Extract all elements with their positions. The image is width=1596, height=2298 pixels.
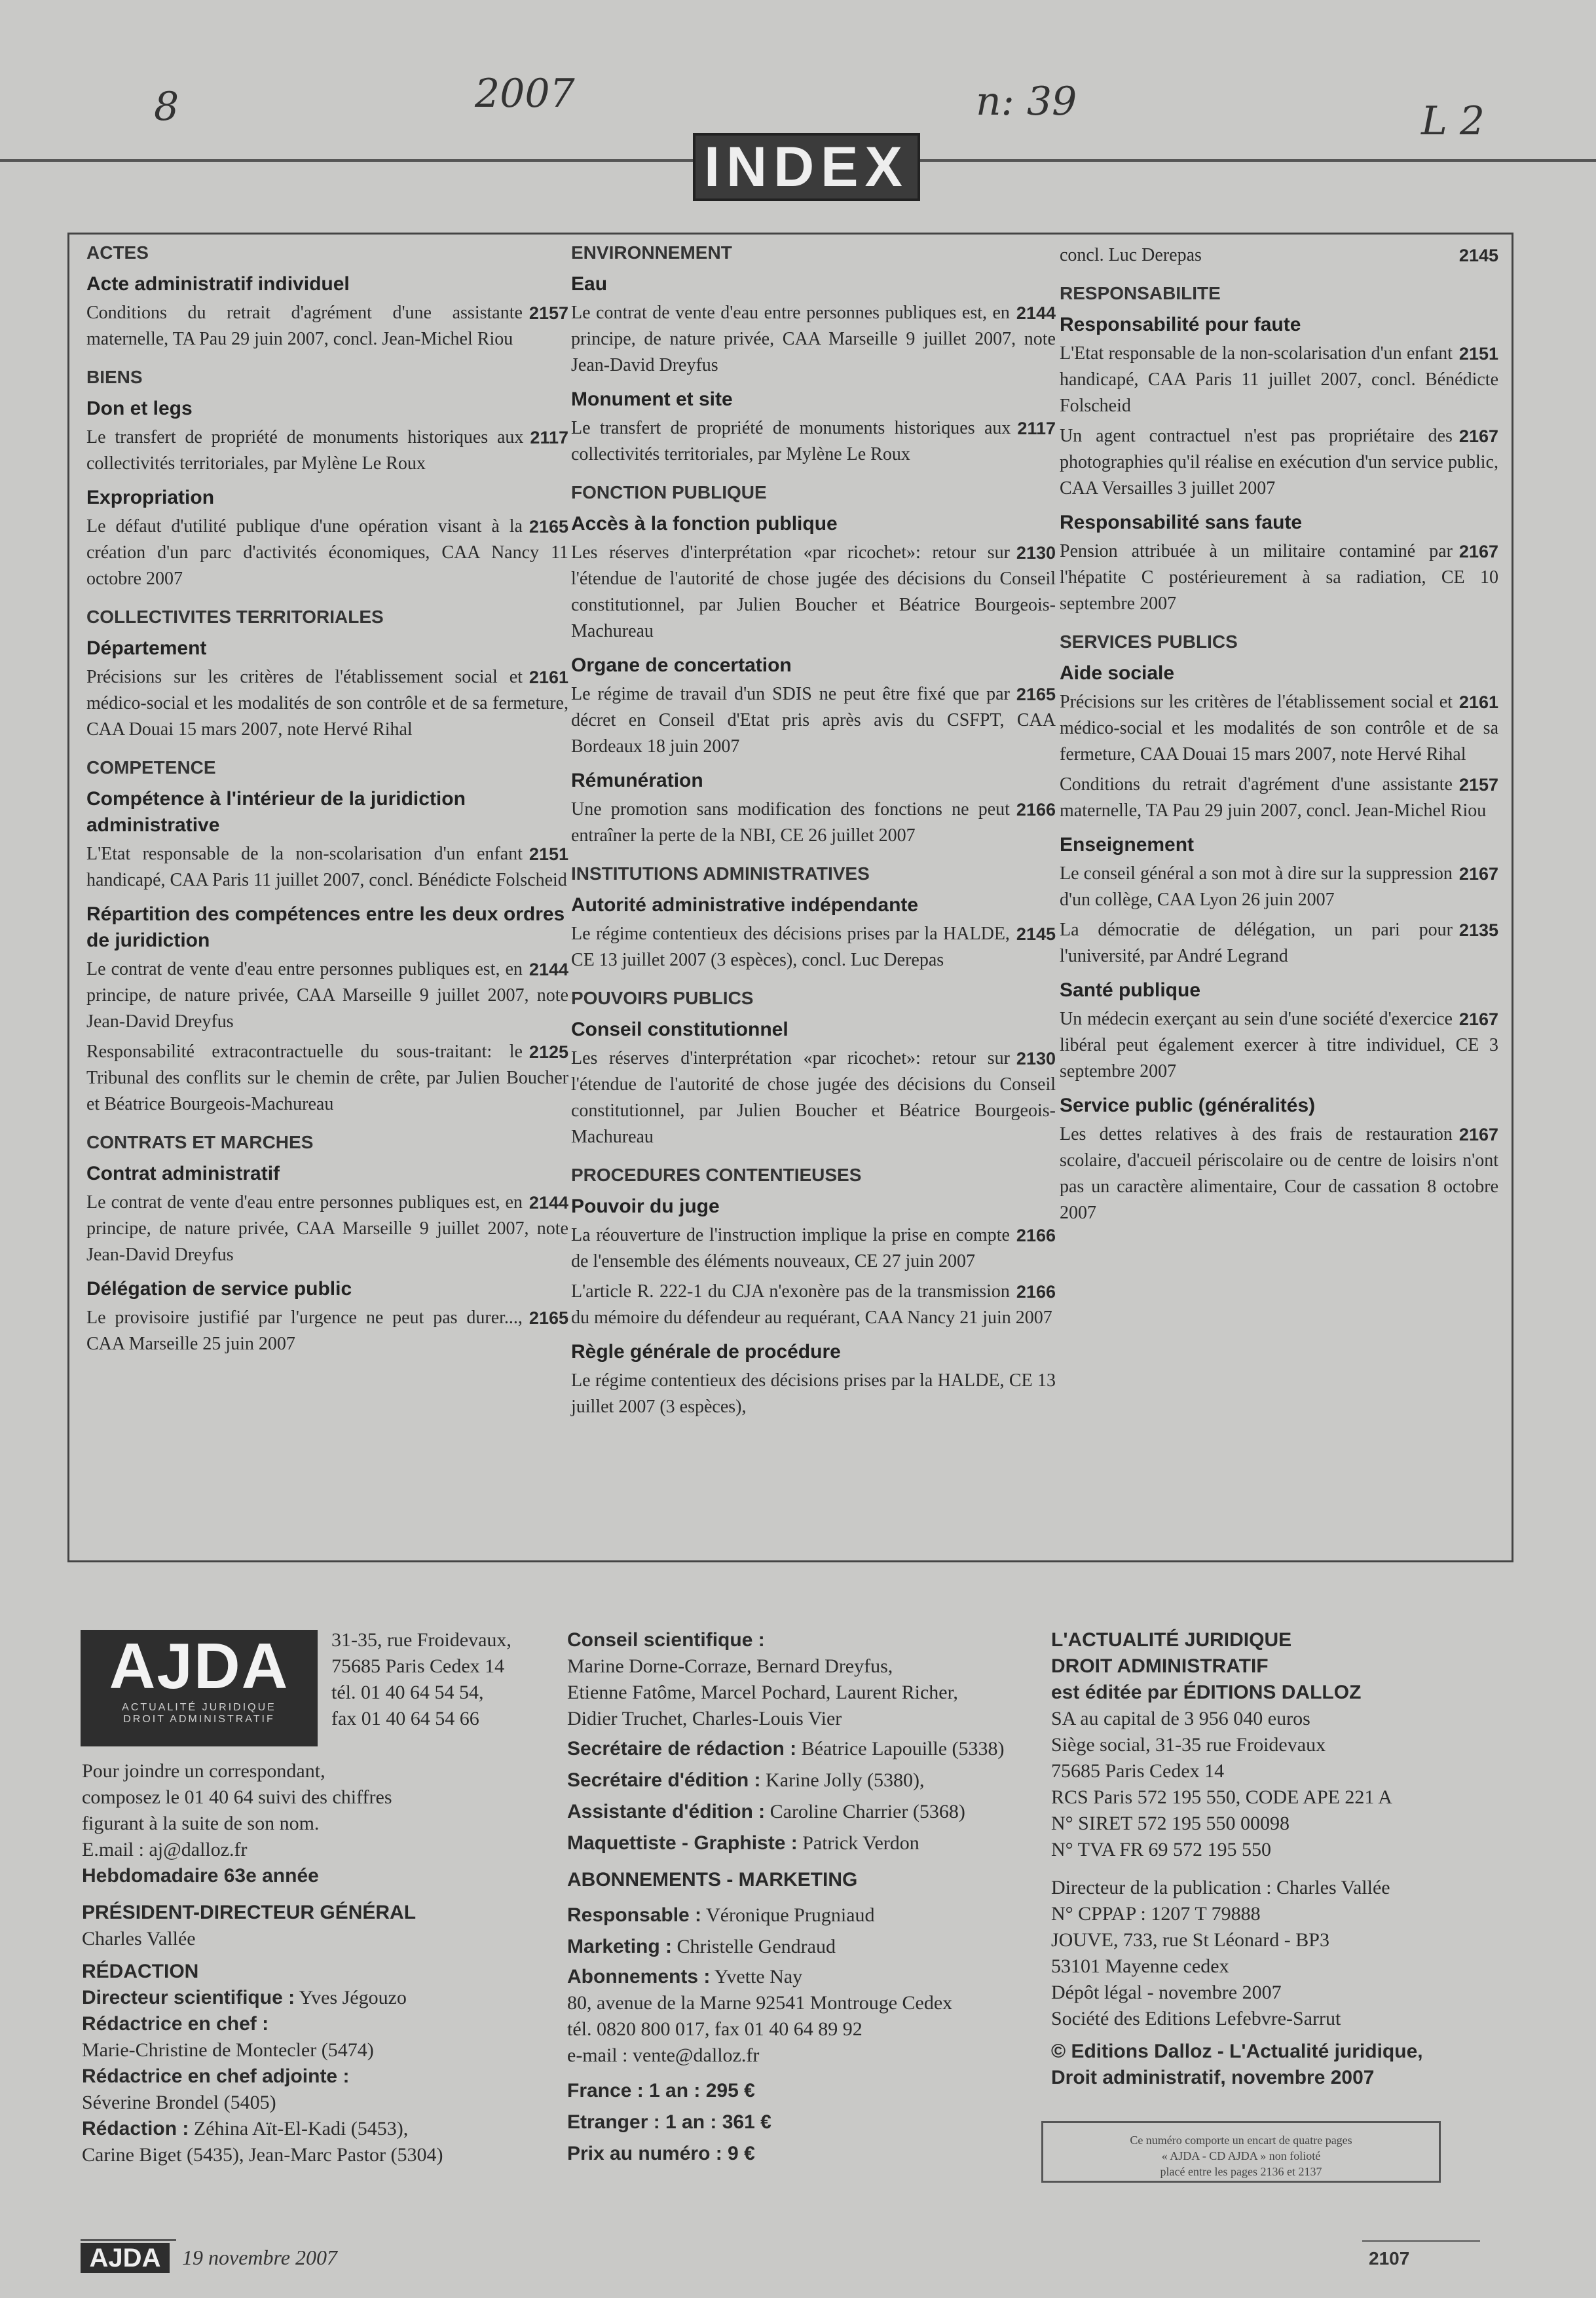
subsection-title: Monument et site [571,388,733,410]
secr-name: Béatrice Lapouille (5338) [801,1738,1005,1760]
header-rule-left [0,159,693,162]
entry-page: 2117 [530,428,568,447]
pub-title: L'ACTUALITÉ JURIDIQUE [1051,1629,1292,1651]
entry-text: Précisions sur les critères de l'établissement social et médico-social et les modalités de son contrôle et de sa fermeture, CAA Douai 15 mars 2007, note Hervé Rihal [86,667,568,740]
subsection-title: Contrat administratif [86,1163,280,1184]
mkt-line [567,1934,1039,1960]
redaction-names: Carine Biget (5435), Jean-Marc Pastor (5304) [82,2144,443,2166]
deputy-name: Séverine Brondel (5405) [82,2092,276,2113]
director-label: Directeur scientifique : [82,1987,295,2008]
handwritten-number: n: 39 [976,79,1077,124]
subsection-title: Rémunération [571,770,703,791]
entry-text: Une promotion sans modification des fonctions ne peut entraîner la perte de la NBI, CE 26 juillet 2007 [571,799,1010,846]
index-entry [1060,242,1498,269]
contact-line: figurant à la suite de son nom. [82,1813,320,1834]
entry-text: La réouverture de l'instruction implique la prise en compte de l'ensemble des éléments nouveaux, CE 27 juin 2007 [571,1225,1010,1271]
index-column-3 [1060,242,1498,1230]
entry-page: 2130 [1016,543,1056,563]
redaction-names: Zéhina Aït-El-Kadi (5453), [193,2118,409,2139]
index-entry [1060,1121,1498,1226]
index-entry [1060,861,1498,913]
index-entry [1060,1006,1498,1085]
entry-page: 2167 [1458,1125,1498,1144]
sece-name: Karine Jolly (5380), [766,1769,925,1791]
handwritten-right: L 2 [1421,98,1485,144]
index-entry [571,797,1056,849]
subsection-title: Santé publique [1060,979,1201,1001]
index-column-1 [86,242,568,1361]
abon-address: 80, avenue de la Marne 92541 Montrouge Cedex [567,1992,953,2014]
council-label: Conseil scientifique : [567,1629,765,1651]
index-entry [86,1305,568,1357]
subsection-title: Règle générale de procédure [571,1341,841,1363]
entry-page: 2167 [1458,426,1498,446]
entry-text: Les dettes relatives à des frais de restauration scolaire, d'accueil périscolaire ou de centre de loisirs n'ont pas un caractère alimentaire, Cour de cassation 8 octobre 2007 [1060,1124,1498,1223]
deputy-label: Rédactrice en chef adjointe : [82,2065,350,2087]
chief-name: Marie-Christine de Montecler (5474) [82,2039,374,2061]
copyright: © Editions Dalloz - L'Actualité juridique, [1051,2041,1423,2062]
director-line [82,1985,580,2011]
notice-line: Ce numéro comporte un encart de quatre pages [1130,2134,1352,2147]
entry-text: Le contrat de vente d'eau entre personnes publiques est, en principe, de nature privée, CAA Marseille 9 juillet 2007, note Jean-David Dreyfus [86,959,568,1032]
entry-text: Conditions du retrait d'agrément d'une assistante maternelle, TA Pau 29 juin 2007, concl. Jean-Michel Riou [1060,774,1487,821]
price-etranger: Etranger : 1 an : 361 € [567,2111,771,2133]
redaction-line [82,2116,580,2142]
section-title: COLLECTIVITES TERRITORIALES [86,607,384,627]
index-entry [1060,689,1498,768]
council-names: Etienne Fatôme, Marcel Pochard, Laurent Richer, [567,1682,958,1703]
entry-text: Le contrat de vente d'eau entre personnes publiques est, en principe, de nature privée, CAA Marseille 9 juillet 2007, note Jean-David Dreyfus [86,1192,568,1265]
subsection-title: Organe de concertation [571,654,792,676]
entry-page: 2166 [1016,800,1056,819]
pub-line: 75685 Paris Cedex 14 [1051,1760,1225,1782]
entry-text: Conditions du retrait d'agrément d'une assistante maternelle, TA Pau 29 juin 2007, concl. Jean-Michel Riou [86,303,523,349]
resp-label: Responsable : [567,1904,702,1926]
page-number: 2107 [1369,2248,1410,2269]
entry-page: 2145 [1458,246,1498,265]
handwritten-left: 8 [154,84,179,130]
pub-line: Société des Editions Lefebvre-Sarrut [1051,2008,1341,2029]
index-entry [571,1222,1056,1275]
entry-page: 2145 [1016,924,1056,944]
subsection-title: Département [86,637,207,659]
address-line: 31-35, rue Froidevaux, [331,1629,511,1651]
asst-name: Caroline Charrier (5368) [770,1801,965,1822]
abon-label: Abonnements : [567,1966,711,1987]
index-entry [571,415,1056,468]
subsection-title: Conseil constitutionnel [571,1019,789,1040]
maq-name: Patrick Verdon [802,1832,919,1854]
abon-name: Yvette Nay [714,1966,803,1987]
subsection-title: Responsabilité sans faute [1060,512,1303,533]
entry-page: 2144 [529,1193,568,1213]
entry-text: Le régime contentieux des décisions prises par la HALDE, CE 13 juillet 2007 (3 espèces), [571,1370,1056,1417]
price-france: France : 1 an : 295 € [567,2080,755,2101]
pub-line: Dépôt légal - novembre 2007 [1051,1982,1282,2003]
ajda-logo-tagline: ACTUALITÉ JURIDIQUE [122,1702,276,1713]
issue-date: 19 novembre 2007 [182,2246,337,2269]
phone: tél. 01 40 64 54 54, [331,1682,484,1703]
index-entry [86,841,568,894]
subsection-title: Accès à la fonction publique [571,513,838,535]
section-title: COMPETENCE [86,757,216,778]
index-entry [571,540,1056,645]
entry-text: Le contrat de vente d'eau entre personnes publiques est, en principe, de nature privée, CAA Marseille 9 juillet 2007, note Jean-David Dreyfus [571,303,1056,375]
council-names: Marine Dorne-Corraze, Bernard Dreyfus, [567,1655,893,1677]
entry-text: L'Etat responsable de la non-scolarisation d'un enfant handicapé, CAA Paris 11 juillet 2007, concl. Bénédicte Folscheid [1060,343,1498,416]
section-title: BIENS [86,367,143,387]
section-title: ENVIRONNEMENT [571,242,732,263]
handwritten-year: 2007 [475,71,575,117]
entry-text: Le régime contentieux des décisions prises par la HALDE, CE 13 juillet 2007 (3 espèces), concl. Luc Derepas [571,924,1010,970]
director-name: Yves Jégouzo [299,1987,407,2008]
pub-line: N° CPPAP : 1207 T 79888 [1051,1903,1261,1925]
email: E.mail : aj@dalloz.fr [82,1839,248,1860]
page-number-rule [1362,2240,1480,2242]
index-entry [86,514,568,592]
entry-page: 2165 [529,517,568,537]
council-names: Didier Truchet, Charles-Louis Vier [567,1708,842,1729]
entry-page: 2157 [529,303,568,323]
index-column-2 [571,242,1056,1424]
resp-line [567,1902,1039,1929]
subsection-title: Compétence à l'intérieur de la juridiction administrative [86,788,466,836]
abon-email: e-mail : vente@dalloz.fr [567,2044,760,2066]
pub-line: N° SIRET 572 195 550 00098 [1051,1813,1290,1834]
subsection-title: Aide sociale [1060,662,1175,684]
subsection-title: Délégation de service public [86,1278,352,1300]
pub-line: RCS Paris 572 195 550, CODE APE 221 A [1051,1786,1392,1808]
entry-page: 2166 [1016,1282,1056,1302]
section-title: CONTRATS ET MARCHES [86,1132,314,1152]
notice-line: « AJDA - CD AJDA » non folioté [1161,2149,1321,2162]
price-issue: Prix au numéro : 9 € [567,2143,755,2164]
section-title: PROCEDURES CONTENTIEUSES [571,1165,862,1185]
pub-line: Directeur de la publication : Charles Vallée [1051,1877,1390,1898]
entry-page: 2117 [1017,419,1056,438]
subsection-title: Service public (généralités) [1060,1095,1316,1116]
index-entry [571,1368,1056,1420]
mkt-name: Christelle Gendraud [677,1936,836,1957]
chief-label: Rédactrice en chef : [82,2013,269,2035]
entry-text: Pension attribuée à un militaire contaminé par l'hépatite C postérieurement à sa radiation, CE 10 septembre 2007 [1060,541,1498,614]
bottom-rule [81,2239,176,2241]
index-entry [86,1190,568,1268]
entry-text: Le régime de travail d'un SDIS ne peut être fixé que par décret en Conseil d'Etat pris après avis du CSFPT, CAA Bordeaux 18 juin 2007 [571,684,1056,757]
mkt-label: Marketing : [567,1936,673,1957]
fax: fax 01 40 64 54 66 [331,1708,479,1729]
section-title: FONCTION PUBLIQUE [571,482,767,502]
entry-page: 2135 [1458,920,1498,940]
subsection-title: Enseignement [1060,834,1195,856]
ajda-logo [81,1630,318,1746]
entry-text: Les réserves d'interprétation «par ricochet»: retour sur l'étendue de l'autorité de chose jugée des décisions du Conseil constitutionnel, par Julien Boucher et Béatrice Bourgeois-Machureau [571,1048,1056,1147]
entry-page: 2167 [1458,542,1498,561]
secr-line [567,1736,1039,1762]
entry-page: 2161 [529,668,568,687]
pub-line: 53101 Mayenne cedex [1051,1955,1229,1977]
pub-line: SA au capital de 3 956 040 euros [1051,1708,1310,1729]
contact-line: Pour joindre un correspondant, [82,1760,325,1782]
section-title: SERVICES PUBLICS [1060,631,1238,652]
entry-page: 2165 [529,1308,568,1328]
index-entry [86,1039,568,1118]
section-title: RESPONSABILITE [1060,283,1221,303]
pub-title: est éditée par ÉDITIONS DALLOZ [1051,1682,1362,1703]
weekly-label: Hebdomadaire 63e année [82,1865,319,1887]
entry-text: Le transfert de propriété de monuments historiques aux collectivités territoriales, par Mylène Le Roux [571,418,1011,464]
entry-page: 2151 [1458,344,1498,364]
entry-text: Précisions sur les critères de l'établissement social et médico-social et les modalités de son contrôle et de sa fermeture, CAA Douai 15 mars 2007, note Hervé Rihal [1060,692,1498,764]
index-entry [571,1045,1056,1150]
index-entry [86,956,568,1035]
entry-page: 2167 [1458,1009,1498,1029]
entry-text: Le transfert de propriété de monuments historiques aux collectivités territoriales, par Mylène Le Roux [86,427,524,474]
subsection-title: Pouvoir du juge [571,1196,720,1217]
redaction-label: Rédaction : [82,2118,189,2139]
pdg-title: PRÉSIDENT-DIRECTEUR GÉNÉRAL [82,1902,417,1923]
secr-label: Secrétaire de rédaction : [567,1738,797,1760]
subsection-title: Expropriation [86,487,215,508]
entry-text: Un médecin exerçant au sein d'une société d'exercice libéral peut également exercer à titre individuel, CE 3 septembre 2007 [1060,1009,1498,1082]
notice-line: placé entre les pages 2136 et 2137 [1160,2165,1322,2178]
publisher-address [331,1627,547,1732]
resp-name: Véronique Prugniaud [706,1904,875,1926]
pub-title: DROIT ADMINISTRATIF [1051,1655,1269,1677]
index-entry [1060,341,1498,419]
index-entry [571,921,1056,973]
entry-text: L'article R. 222-1 du CJA n'exonère pas de la transmission du mémoire du défendeur au requérant, CAA Nancy 21 juin 2007 [571,1281,1052,1328]
sece-label: Secrétaire d'édition : [567,1769,761,1791]
entry-text: Le défaut d'utilité publique d'une opération visant à la création d'un parc d'activités économiques, CAA Nancy 11 octobre 2007 [86,516,568,589]
sece-line [567,1767,1039,1794]
index-entry [86,300,568,352]
entry-page: 2144 [529,960,568,979]
asst-label: Assistante d'édition : [567,1801,766,1822]
index-entry [86,424,568,477]
pub-line: Siège social, 31-35 rue Froidevaux [1051,1734,1326,1756]
entry-page: 2144 [1016,303,1056,323]
entry-page: 2151 [529,844,568,864]
pub-line: JOUVE, 733, rue St Léonard - BP3 [1051,1929,1329,1951]
entry-text: Un agent contractuel n'est pas propriétaire des photographies qu'il réalise en exécution d'un service public, CAA Versailles 3 juillet 2007 [1060,426,1498,499]
index-frame [67,233,1513,1562]
abon-line [567,1964,1039,1990]
entry-page: 2161 [1458,692,1498,712]
entry-page: 2157 [1458,775,1498,795]
section-title: POUVOIRS PUBLICS [571,988,754,1008]
ajda-logo-subtitle: DROIT ADMINISTRATIF [123,1714,275,1725]
index-entry [571,681,1056,760]
subsection-title: Eau [571,273,608,295]
contact-line: composez le 01 40 64 suivi des chiffres [82,1786,392,1808]
insert-notice [1041,2121,1441,2183]
entry-page: 2167 [1458,864,1498,884]
entry-text: L'Etat responsable de la non-scolarisation d'un enfant handicapé, CAA Paris 11 juillet 2007, concl. Bénédicte Folscheid [86,844,567,890]
pdg-name: Charles Vallée [82,1928,196,1950]
ajda-logo-text: AJDA [109,1630,289,1702]
entry-text: Responsabilité extracontractuelle du sous-traitant: le Tribunal des conflits sur le chemin de crête, par Julien Boucher et Béatrice Bourgeois-Machureau [86,1042,568,1114]
publisher-info [1051,1627,1496,2091]
section-title: ACTES [86,242,149,263]
entry-page: 2166 [1016,1226,1056,1245]
index-entry [1060,538,1498,617]
subsection-title: Répartition des compétences entre les deux ordres de juridiction [86,903,565,951]
maq-label: Maquettiste - Graphiste : [567,1832,798,1854]
header-rule-right [920,159,1596,162]
copyright: Droit administratif, novembre 2007 [1051,2067,1375,2088]
subsection-title: Acte administratif individuel [86,273,350,295]
subsection-title: Responsabilité pour faute [1060,314,1301,335]
index-entry [1060,423,1498,502]
index-entry [1060,772,1498,824]
entry-page: 2125 [529,1042,568,1062]
scientific-council [567,1627,1039,2167]
redaction-title: RÉDACTION [82,1961,199,1982]
entry-page: 2165 [1016,685,1056,704]
subscriptions-title: ABONNEMENTS - MARKETING [567,1869,858,1891]
editorial-staff [82,1758,580,2168]
index-entry [571,1279,1056,1331]
index-entry [571,300,1056,379]
bottom-ajda-logo: AJDA [81,2243,170,2273]
maq-line [567,1830,1039,1856]
index-entry [86,664,568,743]
subsection-title: Don et legs [86,398,193,419]
section-title: INSTITUTIONS ADMINISTRATIVES [571,863,870,884]
entry-text: Le conseil général a son mot à dire sur la suppression d'un collège, CAA Lyon 26 juin 2007 [1060,863,1453,910]
asst-line [567,1799,1039,1825]
address-line: 75685 Paris Cedex 14 [331,1655,505,1677]
index-entry [1060,917,1498,970]
index-title-badge: INDEX [693,133,920,201]
entry-page: 2130 [1016,1049,1056,1068]
entry-text: Les réserves d'interprétation «par ricochet»: retour sur l'étendue de l'autorité de chose jugée des décisions du Conseil constitutionnel, par Julien Boucher et Béatrice Bourgeois-Machureau [571,542,1056,641]
abon-phone: tél. 0820 800 017, fax 01 40 64 89 92 [567,2018,863,2040]
entry-text: La démocratie de délégation, un pari pour l'université, par André Legrand [1060,920,1453,966]
entry-text: Le provisoire justifié par l'urgence ne peut pas durer..., CAA Marseille 25 juin 2007 [86,1308,523,1354]
pub-line: N° TVA FR 69 572 195 550 [1051,1839,1271,1860]
entry-text: concl. Luc Derepas [1060,245,1202,265]
subsection-title: Autorité administrative indépendante [571,894,919,916]
